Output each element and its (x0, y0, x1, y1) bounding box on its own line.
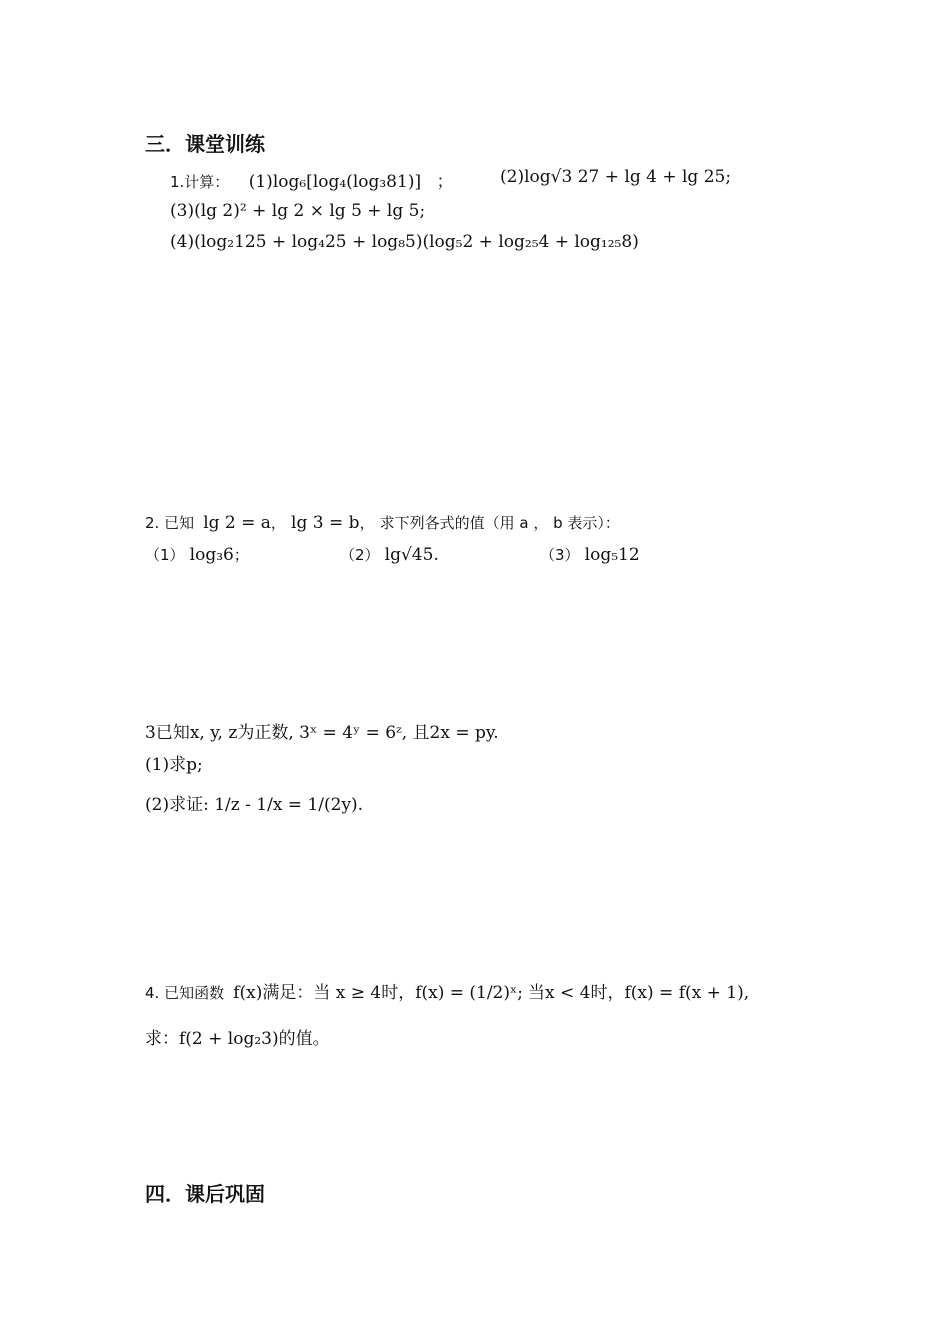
q2-p2-expr: lg√45 (384, 545, 434, 565)
q3-part-1: (1)求p; (145, 755, 203, 775)
q2-given-2: lg 3 = b (291, 513, 360, 533)
q2-part-3 (540, 544, 640, 565)
q1-p2-expr: log√3 27 + lg 4 + lg 25; (524, 167, 732, 187)
q4-label: 4. 已知函数 (145, 984, 225, 1002)
q3-part-2 (145, 790, 363, 815)
q1-separator: ； (436, 172, 454, 192)
q2-p3-expr: log₅12 (584, 545, 640, 565)
q1-p1-expr: log₆[log₄(log₃81)] (272, 172, 422, 192)
q2-p3-label: （3） (540, 546, 580, 564)
q1-part-3: (3)(lg 2)² + lg 2 × lg 5 + lg 5; (170, 201, 426, 221)
q4-ask: 求：f(2 + log₂3)的值。 (145, 1029, 330, 1049)
q4-line-1 (145, 978, 749, 1003)
section-3-title: 三．课堂训练 (145, 132, 265, 156)
q1-line-1 (170, 167, 454, 192)
q4-condition-2: 当x < 4时，f(x) = f(x + 1), (528, 983, 750, 1003)
q2-given-1: lg 2 = a (203, 513, 271, 533)
q3-stem: 3已知x, y, z为正数, 3ˣ = 4ʸ = 6ᶻ, 且2x = py. (145, 723, 499, 743)
q1-label: 1.计算： (170, 173, 230, 191)
q2-label: 2. 已知 (145, 514, 195, 532)
q2-part-1: （1） log₃6； (145, 545, 249, 565)
q2-line-1: 2. 已知 lg 2 = a， lg 3 = b， 求下列各式的值（用 a ， b 表示）： (145, 513, 620, 533)
q2-p2-label: （2） (340, 546, 380, 564)
section-4-title: 四．课后巩固 (145, 1182, 265, 1206)
q1-part-4: (4)(log₂125 + log₄25 + log₈5)(log₅2 + log₂₅4 + log₁₂₅8) (170, 232, 639, 252)
q2-instruction: 求下列各式的值（用 a ， b 表示）： (379, 514, 620, 532)
q1-p1-label: (1) (248, 172, 273, 192)
q3-p2-label: (2)求证: (145, 795, 209, 815)
q3-p2-expr: 1/z - 1/x = 1/(2y). (214, 795, 364, 815)
q1-part-2 (500, 167, 731, 187)
q2-part-2: （2） lg√45. (340, 545, 439, 565)
q1-p2-label: (2) (500, 167, 525, 187)
q4-condition-1: f(x)满足：当 x ≥ 4时，f(x) = (1/2)ˣ; (233, 983, 523, 1003)
q2-p1-label: （1） (145, 546, 185, 564)
q2-p1-expr: log₃6 (189, 545, 234, 565)
